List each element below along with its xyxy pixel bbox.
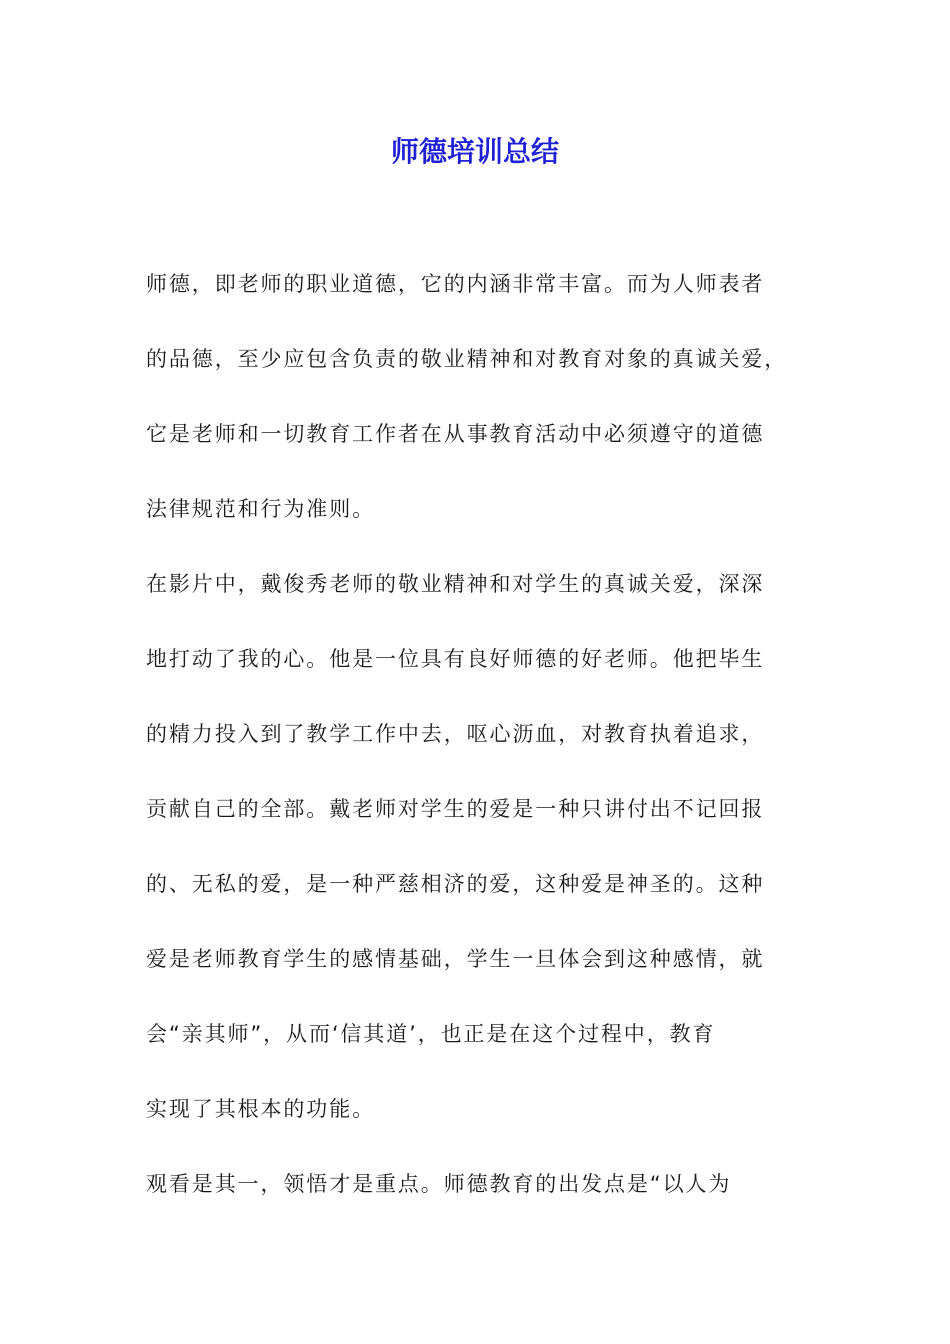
text-line: 会“亲其师”，从而‘信其道’，也正是在这个过程中，教育 (146, 1022, 716, 1046)
text-line: 师德，即老师的职业道德，它的内涵非常丰富。而为人师表者 (146, 272, 765, 296)
document-body (146, 264, 808, 1239)
text-line: 在影片中，戴俊秀老师的敬业精神和对学生的真诚关爱，深深 (146, 572, 765, 596)
text-line: 爱是老师教育学生的感情基础，学生一旦体会到这种感情，就 (146, 947, 765, 971)
text-line: 的精力投入到了教学工作中去，呕心沥血，对教育执着追求， (146, 722, 765, 746)
text-line: 实现了其根本的功能。 (146, 1097, 375, 1121)
text-line: 的品德，至少应包含负责的敬业精神和对教育对象的真诚关爱， (146, 347, 788, 371)
text-line: 地打动了我的心。他是一位具有良好师德的好老师。他把毕生 (146, 647, 765, 671)
text-line: 它是老师和一切教育工作者在从事教育活动中必须遵守的道德 (146, 422, 765, 446)
text-line: 贡献自己的全部。戴老师对学生的爱是一种只讲付出不记回报 (146, 797, 765, 821)
page-title: 师德培训总结 (390, 135, 559, 168)
text-line: 法律规范和行为准则。 (146, 497, 375, 521)
text-line: 的、无私的爱，是一种严慈相济的爱，这种爱是神圣的。这种 (146, 872, 765, 896)
text-line: 观看是其一，领悟才是重点。师德教育的出发点是“以人为 (146, 1172, 732, 1196)
